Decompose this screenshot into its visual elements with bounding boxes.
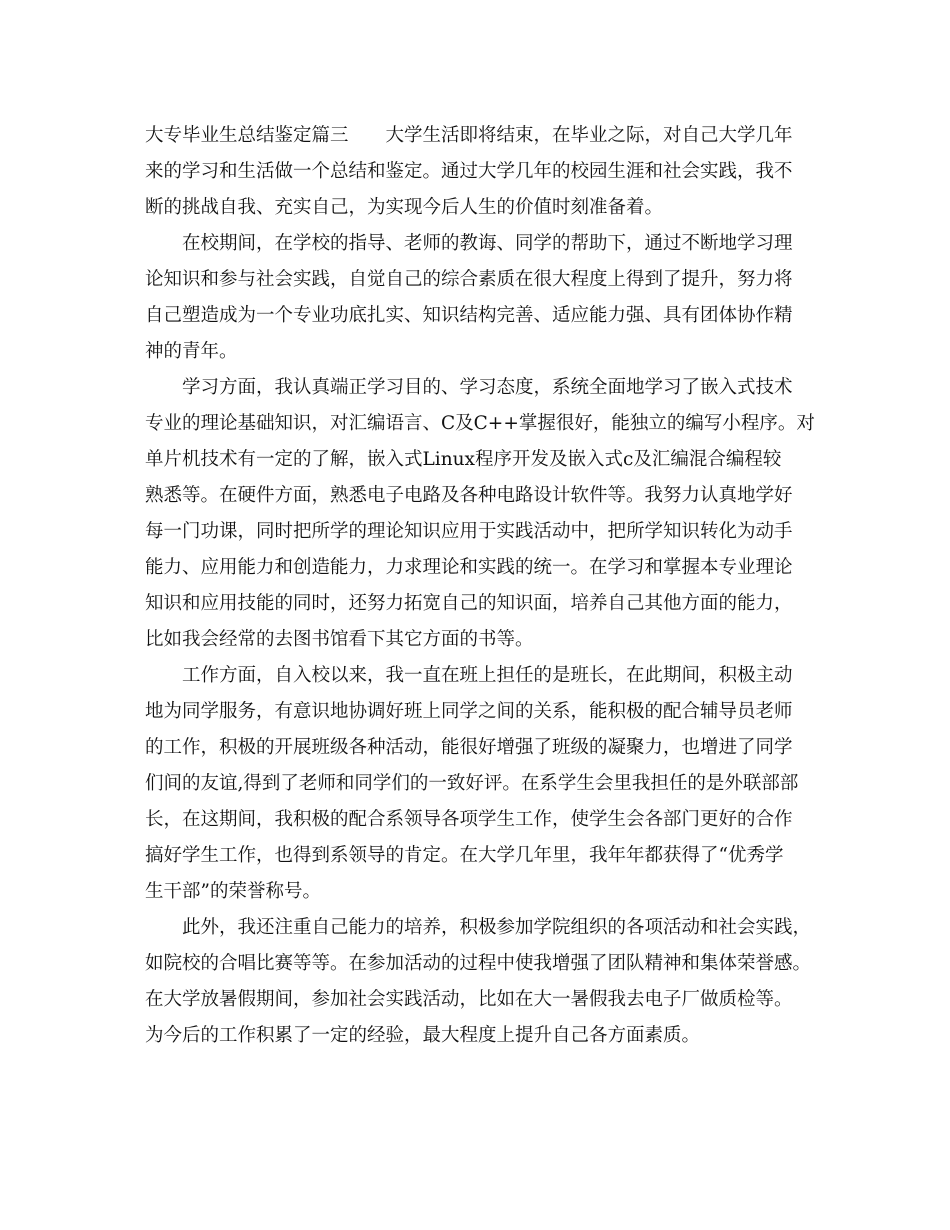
text-line: 神的青年。 (145, 341, 238, 362)
text-line: 在校期间，在学校的指导、老师的教诲、同学的帮助下，通过不断地学习理 (182, 233, 793, 254)
text-line: 大专毕业生总结鉴定篇三 大学生活即将结束，在毕业之际，对自己大学几年 (145, 125, 793, 146)
text-line: 断的挑战自我、充实自己，为实现今后人生的价值时刻准备着。 (145, 197, 664, 218)
text-line: 比如我会经常的去图书馆看下其它方面的书等。 (145, 629, 534, 650)
text-line: 学习方面，我认真端正学习目的、学习态度，系统全面地学习了嵌入式技术 (182, 377, 793, 398)
text-line: 如院校的合唱比赛等等。在参加活动的过程中使我增强了团队精神和集体荣誉感。 (145, 953, 812, 974)
paragraph-study (145, 370, 815, 658)
text-line: 熟悉等。在硬件方面，熟悉电子电路及各种电路设计软件等。我努力认真地学好 (145, 485, 793, 506)
text-line: 来的学习和生活做一个总结和鉴定。通过大学几年的校园生涯和社会实践，我不 (145, 161, 793, 182)
document-body (145, 118, 815, 1054)
text-line: 自己塑造成为一个专业功底扎实、知识结构完善、适应能力强、具有团体协作精 (145, 305, 793, 326)
text-line: 在大学放暑假期间，参加社会实践活动，比如在大一暑假我去电子厂做质检等。 (145, 989, 793, 1010)
paragraph-work (145, 658, 810, 910)
text-line: 单片机技术有一定的了解，嵌入式Linux程序开发及嵌入式c及汇编混合编程较 (145, 449, 782, 470)
text-line: 的工作，积极的开展班级各种活动，能很好增强了班级的凝聚力，也增进了同学 (145, 737, 793, 758)
text-line: 地为同学服务，有意识地协调好班上同学之间的关系，能积极的配合辅导员老师 (145, 701, 793, 722)
text-line: 们间的友谊,得到了老师和同学们的一致好评。在系学生会里我担任的是外联部部 (145, 773, 799, 794)
paragraph-intro (145, 118, 810, 226)
text-line: 论知识和参与社会实践，自觉自己的综合素质在很大程度上得到了提升，努力将 (145, 269, 793, 290)
paragraph-school-period (145, 226, 810, 370)
text-line: 长，在这期间，我积极的配合系领导各项学生工作，使学生会各部门更好的合作 (145, 809, 793, 830)
text-line: 搞好学生工作，也得到系领导的肯定。在大学几年里，我年年都获得了“优秀学 (145, 845, 784, 866)
text-line: 生干部”的荣誉称号。 (145, 881, 321, 902)
text-line: 专业的理论基础知识，对汇编语言、C及C++掌握很好，能独立的编写小程序。对 (145, 413, 815, 434)
text-line: 工作方面，自入校以来，我一直在班上担任的是班长，在此期间，积极主动 (182, 665, 793, 686)
text-line: 能力、应用能力和创造能力，力求理论和实践的统一。在学习和掌握本专业理论 (145, 557, 793, 578)
text-line: 每一门功课，同时把所学的理论知识应用于实践活动中，把所学知识转化为动手 (145, 521, 793, 542)
text-line: 为今后的工作积累了一定的经验，最大程度上提升自己各方面素质。 (145, 1025, 701, 1046)
paragraph-activities (145, 910, 810, 1054)
text-line: 知识和应用技能的同时，还努力拓宽自己的知识面，培养自己其他方面的能力， (145, 593, 793, 614)
text-line: 此外，我还注重自己能力的培养，积极参加学院组织的各项活动和社会实践， (182, 917, 812, 938)
